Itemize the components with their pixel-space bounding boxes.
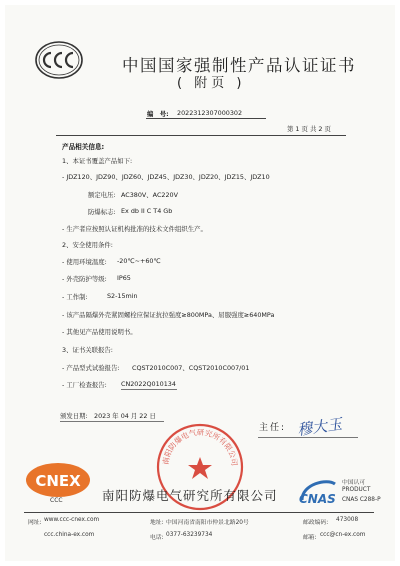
section2-duty: S2-15min [107,292,138,300]
issue-date-underline [60,421,164,422]
section1-title: 1、本证书覆盖产品如下: [62,157,133,165]
top-rule [56,135,346,136]
cnas-cn-label: 中国认可 [342,480,366,486]
phone: 0377-63239734 [166,532,213,538]
cnas-logo-text: CNAS [299,492,336,506]
email-label: 邮箱: [303,535,317,541]
section3-factory-label: - 工厂检查报告: [62,381,107,389]
section2-other: - 其他见产品使用说明书。 [62,328,137,336]
website-primary[interactable]: www.ccc-cnex.com [44,517,100,523]
section2-ip-label: - 外壳防护等级: [62,275,107,283]
cnex-logo [24,458,92,508]
phone-label: 电话: [150,535,164,541]
section2-temp-label: - 使用环境温度: [62,258,107,266]
signature-underline [258,437,358,438]
section2-title: 2、安全使用条件: [62,241,113,249]
director-signature: 穆大玉 [296,414,344,440]
address-label: 地址: [150,520,164,526]
cnex-logo-sub: CCC [50,497,63,504]
ccc-logo-icon [34,40,84,80]
email[interactable]: ccc@cn-ex.com [320,532,366,538]
section1-voltage-label: 额定电压: [88,191,116,199]
section3-report-label: - 产品型式试验报告: [62,364,120,372]
footer-rule [24,512,374,513]
cert-number-label: 编 号: [147,110,169,118]
section2-duty-label: - 工作制: [62,293,88,301]
postcode: 473008 [336,517,359,523]
address: 中国河南省南阳市仲景北路20号 [166,520,249,526]
section3-factory: CN2022Q010134 [121,380,176,388]
section3-underline [121,389,177,390]
cnas-logo [297,474,339,508]
section3-title: 3、证书关联报告: [62,346,113,354]
section2-bolt: - 该产品隔爆外壳紧固螺栓应保证抗拉强度≥800MPa、屈服强度≥640MPa [62,311,275,319]
page-indicator: 第 1 页 共 2 页 [287,125,331,133]
certificate-title: 中国国家强制性产品认证证书 [122,56,356,75]
cert-number: 2022312307000302 [177,109,243,117]
section2-temp: -20℃~+60℃ [117,257,161,265]
cnas-id: CNAS C288-P [342,497,381,503]
section1-note: - 生产者应按照认证机构批准的技术文件组织生产。 [62,225,207,233]
section1-voltage: AC380V、AC220V [121,191,178,199]
section3-report: CQST2010C007、CQST2010C007/01 [132,364,250,372]
header-divider [146,118,266,119]
website-label: 网址: [28,520,42,526]
section1-explosion: Ex db II C T4 Gb [121,207,173,215]
section2-ip: IP65 [117,274,131,282]
issue-date: 2023 年 04 月 22 日 [94,412,156,420]
section1-models: - JDZ120、JDZ90、JDZ60、JDZ45、JDZ30、JDZ20、JDZ15、JDZ10 [62,173,270,181]
cnex-logo-text: CNEX [35,472,81,490]
postcode-label: 邮政编码: [303,520,329,526]
director-label: 主任: [259,423,287,433]
seal-text: 南阳防爆电气研究所有限公司 [160,427,240,467]
website-secondary[interactable]: ccc.china-ex.com [44,532,95,538]
issue-date-label: 颁发日期: [60,412,88,420]
cnas-product-label: PRODUCT [342,487,371,493]
organization-name: 南阳防爆电气研究所有限公司 [102,488,278,503]
certificate-subtitle: ( 附页 ) [177,76,246,91]
product-info-heading: 产品相关信息: [62,143,105,151]
section1-explosion-label: 防爆标志: [88,208,116,216]
